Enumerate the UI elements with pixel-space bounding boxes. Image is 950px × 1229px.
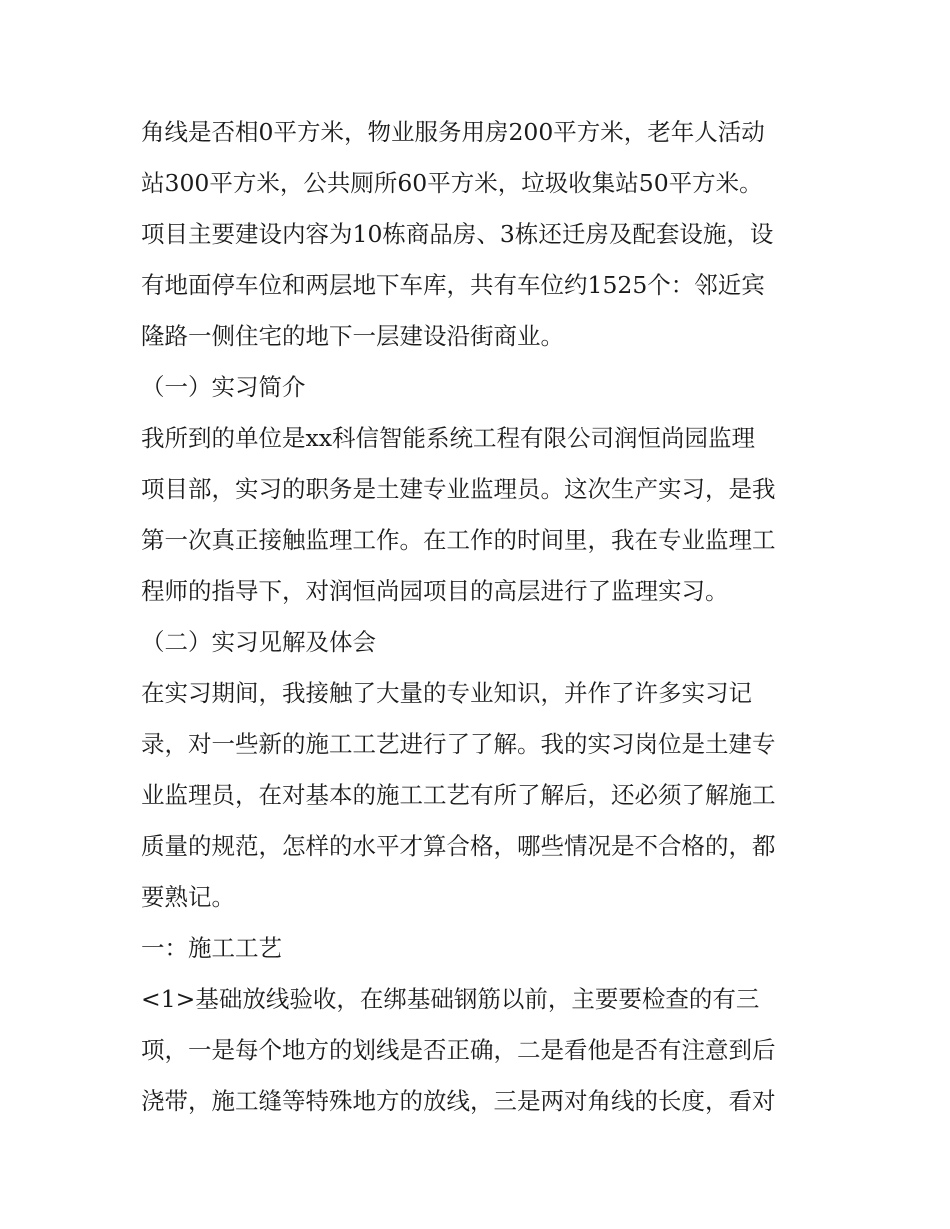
text-line: 项目部，实习的职务是土建专业监理员。这次生产实习，是我: [141, 475, 776, 503]
text-line: 程师的指导下，对润恒尚园项目的高层进行了监理实习。: [141, 577, 729, 605]
text-line: 隆路一侧住宅的地下一层建设沿街商业。: [141, 322, 564, 350]
text-line: 项，一是每个地方的划线是否正确，二是看他是否有注意到后: [141, 1036, 776, 1064]
text-line: <1>基础放线验收，在绑基础钢筋以前，主要要检查的有三: [141, 985, 760, 1013]
text-line: 有地面停车位和两层地下车库，共有车位约1525个：邻近宾: [141, 271, 765, 299]
text-line: 站300平方米，公共厕所60平方米，垃圾收集站50平方米。: [141, 169, 763, 197]
text-line: 第一次真正接触监理工作。在工作的时间里，我在专业监理工: [141, 526, 776, 554]
text-line: 录，对一些新的施工工艺进行了了解。我的实习岗位是土建专: [141, 730, 776, 758]
document-body: [141, 107, 821, 1127]
text-line: 业监理员，在对基本的施工工艺有所了解后，还必须了解施工: [141, 781, 776, 809]
text-line: 质量的规范，怎样的水平才算合格，哪些情况是不合格的，都: [141, 832, 776, 860]
text-line: 我所到的单位是xx科信智能系统工程有限公司润恒尚园监理: [141, 424, 756, 452]
text-line: 在实习期间，我接触了大量的专业知识，并作了许多实习记: [141, 679, 752, 707]
section-heading: （二）实习见解及体会: [141, 628, 376, 656]
section-heading: （一）实习简介: [141, 373, 306, 401]
text-line: 要熟记。: [141, 883, 235, 911]
section-heading: 一：施工工艺: [141, 934, 282, 962]
text-line: 浇带，施工缝等特殊地方的放线，三是两对角线的长度，看对: [141, 1087, 776, 1115]
text-line: 项目主要建设内容为10栋商品房、3栋还迁房及配套设施，设: [141, 220, 774, 248]
text-line: 角线是否相0平方米，物业服务用房200平方米，老年人活动: [141, 118, 765, 146]
